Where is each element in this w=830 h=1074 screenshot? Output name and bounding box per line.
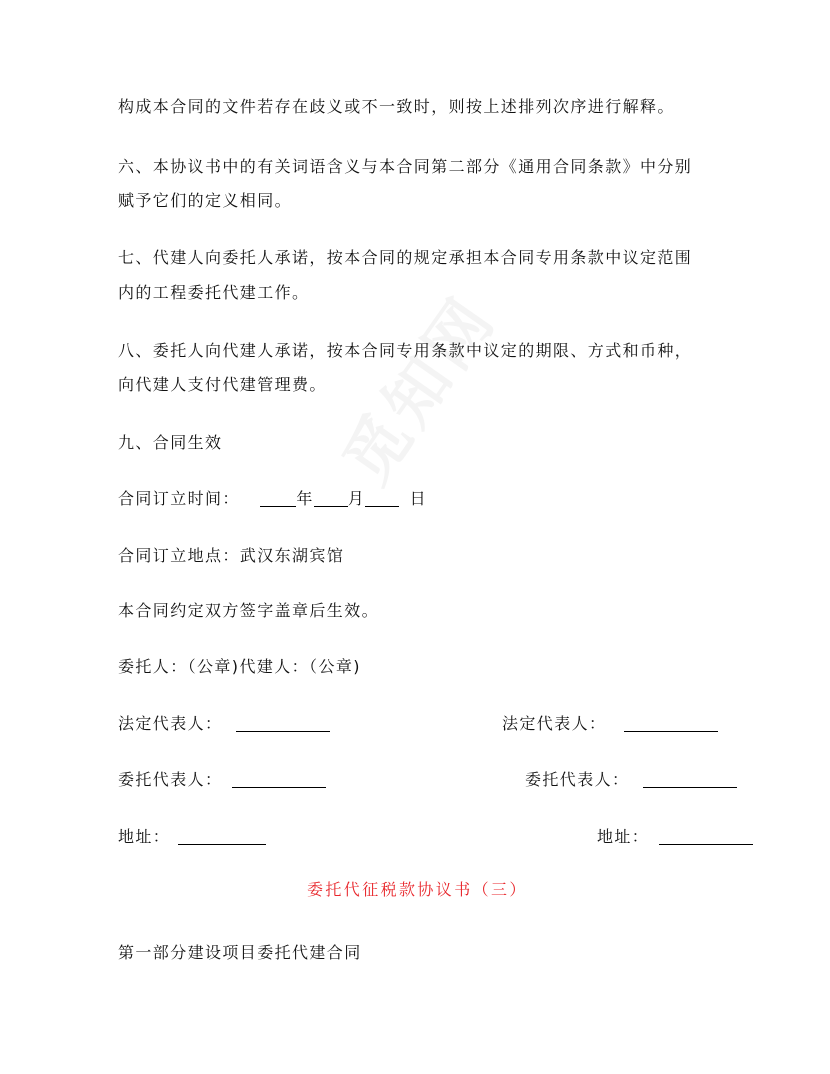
legal-rep-right-label: 法定代表人： xyxy=(502,714,607,733)
address-right-label: 地址： xyxy=(597,827,650,846)
address-left-label: 地址： xyxy=(118,827,171,846)
legal-rep-left-label: 法定代表人： xyxy=(118,714,223,733)
legal-rep-left xyxy=(118,713,330,735)
day-label: 日 xyxy=(409,489,428,508)
agent-rep-left-label: 委托代表人： xyxy=(118,770,223,789)
paragraph-six-line-1: 六、本协议书中的有关词语含义与本合同第二部分《通用合同条款》中分别 xyxy=(118,157,693,176)
agent-rep-right-blank xyxy=(643,770,737,788)
year-label: 年 xyxy=(296,489,314,508)
contract-place-value: 武汉东湖宾馆 xyxy=(239,546,345,565)
day-blank xyxy=(365,489,399,507)
address-left xyxy=(118,826,266,848)
section-title: 委托代征税款协议书（三） xyxy=(307,880,528,899)
agent-rep-left-blank xyxy=(232,770,326,788)
paragraph-interpretation: 构成本合同的文件若存在歧义或不一致时，则按上述排列次序进行解释。 xyxy=(118,97,675,116)
paragraph-seven-line-2: 内的工程委托代建工作。 xyxy=(118,283,310,302)
address-right-blank xyxy=(659,827,753,845)
agent-rep-right-label: 委托代表人： xyxy=(525,770,630,789)
paragraph-six-line-2: 赋予它们的定义相同。 xyxy=(118,191,293,210)
agent-rep-left xyxy=(118,769,326,791)
paragraph-eight-line-2: 向代建人支付代建管理费。 xyxy=(118,375,327,394)
address-left-blank xyxy=(178,827,266,845)
signature-parties: 委托人：（公章)代建人：（公章) xyxy=(118,657,361,676)
paragraph-nine: 九、合同生效 xyxy=(118,433,223,452)
paragraph-seven-line-1: 七、代建人向委托人承诺，按本合同的规定承担本合同专用条款中议定范围 xyxy=(118,248,693,267)
section-subtitle: 第一部分建设项目委托代建合同 xyxy=(118,943,362,962)
watermark xyxy=(318,233,542,499)
legal-rep-right-blank xyxy=(624,714,718,732)
legal-rep-left-blank xyxy=(236,714,330,732)
year-blank xyxy=(260,489,296,507)
paragraph-eight-line-1: 八、委托人向代建人承诺，按本合同专用条款中议定的期限、方式和币种， xyxy=(118,341,693,360)
month-blank xyxy=(314,489,348,507)
contract-date-row xyxy=(118,488,427,510)
contract-place-label: 合同订立地点： xyxy=(118,546,240,565)
address-right xyxy=(597,826,753,848)
month-label: 月 xyxy=(347,489,366,508)
contract-place-row xyxy=(118,545,344,567)
contract-effect: 本合同约定双方签字盖章后生效。 xyxy=(118,601,380,620)
contract-time-label: 合同订立时间： xyxy=(118,489,240,508)
legal-rep-right xyxy=(502,713,718,735)
agent-rep-right xyxy=(525,769,737,791)
